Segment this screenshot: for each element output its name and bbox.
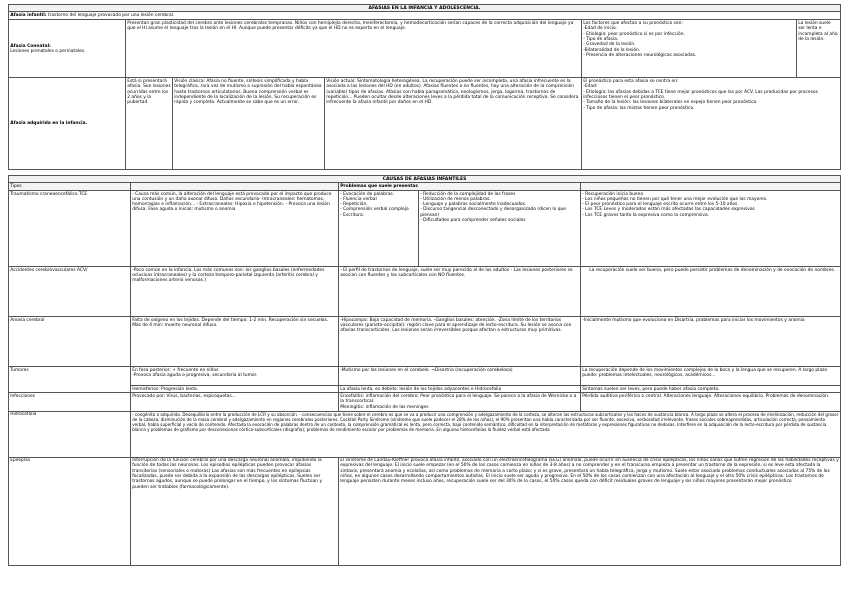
cause-type: Tumores (9, 366, 131, 392)
definition-row (9, 12, 841, 20)
cause-prognosis: -Inicialmente mutismo que evoluciona en Disartria, problemas para iniciar los movimientos y anomia (581, 316, 841, 366)
congenital-label-cell (9, 20, 126, 78)
list-item: - Los TCE Leves y moderados están más afectadas las capacidades expresivas (582, 207, 755, 213)
factor-item: - Presencia de alteraciones neurológicas asociadas. (583, 52, 697, 58)
cause-prognosis: Pérdida auditiva periférica o central. Alteraciones lenguaje. Alteraciones equilibrio. Problemas de denominación. (581, 393, 841, 411)
cause-prognosis: La recuperación depende de los movimientos complejos de la boca y la lengua que se recuperen. A largo plazo puede: problemas intelectuales, neurológicos, académicos... (581, 366, 841, 385)
prognosis-title: El pronóstico para esta afasia se centra en: (583, 79, 679, 85)
prognosis-item: - Tamaño de la lesión: las lesiones bilaterales en espejo tienen peor pronóstico. (583, 100, 758, 106)
congenital-label: Afasia Connatal: (10, 43, 51, 49)
factor-item: - Etiología: peor pronóstico si es por infección. (583, 31, 685, 37)
list-item: - Repetición. (340, 202, 368, 208)
congenital-text: Presentan gran plasticidad del cerebro ante lesiones cerebrales tempranas. Niños con hemiplejía derecha, meniferectomía, y hemodecorticación serían capaces de la correcta adquisición del lenguaje ya que el HI asume el lenguaje tras la lesión en el HI. Aunque puede presentar déficits ya que el HD no es experto en el lenguaje. (126, 20, 582, 78)
cause-type: Epilepsia (9, 457, 131, 565)
cause-description: Provocado por: Virus, bacterias, espiroquetas... (131, 393, 339, 411)
acquired-prognosis (582, 78, 841, 170)
list-item: - Evocación de palabras. (340, 191, 395, 197)
cause-problems-list (339, 190, 419, 266)
cause-type: Infecciones (9, 393, 131, 411)
cause-type: Anoxia cerebral (9, 316, 131, 366)
cause-type: Hidrocefalia (9, 411, 131, 457)
prognosis-item: -Edad: (583, 84, 598, 90)
list-item: - Los TCE graves tanto la expresiva como la comprensiva. (582, 212, 710, 218)
list-item: - Comprensión verbal compleja (340, 207, 409, 213)
list-item: - Los niños pequeños no tienen por qué tener una mejor evolución que los mayores. (582, 196, 768, 202)
cause-problems: El síndrome de Landau-Kleffner provoca afasia infantil, asociado con un electroencefalograma (EEG) anómalo, puede ocurrir en ausencia de crisis epilépticas, los niños sanos que sufren regresión de las habilidades receptivas y expresivas del lenguaje. El inicio suele empezar (en el 50% de los casos comienza en niños de 3-8 años) a no comprender y en el transcurso empieza a presentar un trastorno de la expresión, si es leve esta afectada la sintaxis, presentará anomia y ecolalias, así como problemas de memoria a corto plazo; y si es grave, presentará un habla telegráfica, jerga y mutismo. Suele estar asociado problemas conductuales asociados al 75% de los niños, en algunos casos desarrollando comportamientos autistas. El inicio suele ser agudo y progresivo. En el 50% de los casos comienzan con una afectación al lenguaje y el otro 50% crisis epilépticas. Los trastornos de lenguaje persisten durante meses incluso años, recuperación suele ser del 30% de lo casos, el 50% casos queda con déficit residuales graves de lenguaje y los niños mayores presentarán mejor pronóstico (339, 457, 841, 565)
list-item: - Utilización de menos palabras. (420, 196, 491, 202)
list-item: - Escritura. (340, 212, 365, 218)
list-item: - Recuperación inicia buena (582, 191, 644, 197)
cause-problems (339, 393, 581, 411)
congenital-factors (582, 20, 797, 78)
causes-title: CAUSAS DE AFASIAS INFANTILES (9, 176, 841, 183)
list-item: - Lenguaje y palabras socialmente inadecuados. (420, 202, 527, 208)
list-item: Meningitis: inflamación de las meninges (340, 404, 429, 410)
acquired-label: Afasia adquirida en la infancia. (9, 78, 126, 170)
acquired-col1: Está si presentará afasia. Son lesiones ocurridas entre los 2 años y la pubertad. (126, 78, 173, 170)
definition-label: Afasia infantil: (10, 13, 47, 19)
factor-item: -Bilateralidad de la lesión. (583, 47, 641, 53)
cause-problems: -Hipocampo: Baja capacidad de memoria. -Ganglios basales: atención. -Zona límite de los territorios vasculares (parieto-occipital): región clave para el aprendizaje de lecto-escritura. Su lesión se asocia con afasias transcorticales. Las lesiones serán irreversibles porque afectan a estructuras muy primitivas. (339, 316, 581, 366)
page-title: AFASIAS EN LA INFANCIA Y ADOLESCENCIA. (9, 5, 841, 12)
prognosis-item: - Tipo de afasia: las mixtas tienen peor pronóstico. (583, 105, 695, 111)
acquired-current-view: Visión actual: Sintomatología heterogénea. La recuperación puede ser incompleta, una afasia infrecuente es la asociada a las lesiones del HD (en adultos). Afasias fluentes o no fluentes, hay una alteración de la comprensión (variable) tipos de afasias. Afasias con habla paragramática, neologismos, jerga, logorrea, trastornos de repetición... Pueden ocultar desde alteraciones leves a la pérdida total de la comunicación receptiva. Se considera infrecuente la afasia infantil por daños en el HD. (325, 78, 582, 170)
congenital-sub: Lesiones prenatales o perinatales. (10, 48, 86, 54)
aphasia-overview-table (8, 4, 841, 170)
cause-prognosis: Síntomas suelen ser leves, pero puede haber afasia completa. (581, 385, 841, 392)
list-item: - Reducción de la complejidad de las frases (420, 191, 516, 197)
list-item: - El peor pronóstico para el lenguaje escrito ocurre entre los 5-10 años. (582, 202, 739, 208)
cause-description: Falta de oxígeno en los tejidos. Depende del tiempo: 1-2 min. Recuperación sin secuelas. Más de 4 min: muerte neuronal difusa. (131, 316, 339, 366)
cause-problems: -Mutismo por las lesiones en el cerebelo. →Disartria (recuperación cerebelosa) (339, 366, 581, 385)
list-item: Encefalitis: inflamación del cerebro; Peor pronóstico para el lenguaje. Se parece a la afasia de Wernicke o a la transcortical. (340, 394, 577, 405)
list-item: - Fluencia verbal (340, 196, 377, 202)
list-item: -Provoca afasia aguda o progresiva, secundaria al tumor. (132, 372, 258, 378)
factor-item: -Edad de inicio. (583, 26, 617, 32)
congenital-side-note: La lesión suele ser lenta e incompleta al año de la lesión. (797, 20, 841, 78)
cause-prognosis (581, 190, 841, 266)
cause-description: - Causa más común, la alteración del lenguaje está provocada por el impacto que produce una contusión y un daño axonal difuso. Daños secundario- Intracraneales: hematomas, hemorragias e inflamación... - Extracraneales: Hipoxia e hipotensión. - Provoca una lesión difusa. Fase aguda o inicial: mutismo o anomia (131, 190, 339, 266)
list-item: - Dificultades para comprender señales sociales (420, 218, 526, 224)
cause-description: Hemisferios: Progresión lenta. (131, 385, 339, 392)
cause-type: Traumatismo craneoencefálico TCE (9, 190, 131, 266)
cause-description (131, 366, 339, 385)
causes-table (8, 175, 841, 566)
congenital-factors-title: Los factores que afectan a su pronóstico son: (583, 21, 683, 27)
list-item: • La recuperación suele ser buena, pero puede persistir problemas de denominación y de evocación de nombres. (589, 268, 839, 273)
factor-item: - Gravedad de la lesión. (583, 42, 636, 48)
cause-description: Interrupción de la función cerebral por una descarga neuronal anómala, impidiendo la función de todas las neuronas. Los episodios epilépticos pueden provocar afasias transitorias (sensoriales o motoras) Las afasias son más frecuentes en epilepsias focalizadas, puede ser debida a la expansión de las descargas epilépticas. Suelen ser trastornos agudos, aunque se puede prolongar en el tiempo, y los síntomas fluctúan y pueden ser tratables (farmacológicamente). (131, 457, 339, 565)
list-item: - Discurso tangencial desconectado y desorganizado (dicen lo que piensan) (420, 207, 567, 218)
cause-description: -Poco común en la infancia. Los más comunes son: los ganglios basales (enfermedades oclusivas intracraneales) y la corteza temporo-parietal izquierda (arteritis cerebral y malformaciones arterio venosas.) (131, 266, 339, 316)
cause-problems: La afasia lenta, es debido: lesión de los tejidos adyacentes e Hidrocefalia (339, 385, 581, 392)
header-types: Tipos (9, 183, 131, 190)
cause-prognosis (581, 266, 841, 316)
list-item: En fosa posterior: + frecuente en niños (132, 367, 219, 373)
definition-text: trastorno del lenguaje provocado por una lesión cerebral. (46, 13, 175, 19)
cause-problems: - El perfil de trastornos de lenguaje, suele ser muy parecido al de los adultos - Las lesiones posteriores se asocian con fluentes y las subcorticales con NO fluentes. (339, 266, 581, 316)
cause-problems-list-2 (419, 190, 581, 266)
cause-type: Accidentes cerebrovasculares ACV/ (9, 266, 131, 316)
header-problems: Problemas que suele presentar. (339, 183, 581, 190)
cause-description-wide: - congénita o adquirida. Desequilibrio entre la producción de LCR y su absorción. - consecuencias que tiene sobre el cerebro es que se va a producir una comprensión y adelgazamiento de la corteza, se alteran las estructuras subcorticales y los haces de sustancia blanca. A largo plazo se altera el proceso de mielinización, reducción del grosor de la cabeza, disminución de la masa cerebral y adelgazamiento en regiones cerebrales posteriores. Cocktail Party Síndrome (síndrome que suele padecer el 28% de los niños), el 90% presentan una habla caracterizada por ser fluente, excesiva, verbosidad irrelevante, frases sociales sobreaprendidas, articulación correcta, pensamiento verbal, habla superficial y vacía de contenido. Afectada la evocación de palabras dentro de un contexto, la comprensión gramatical es lenta, pero correcta, bajo contenido semántico, dificultad en la interpretación de metáforas y expresiones figurativas no dedosas. Interfiere en la adquisición de la lecto-escritura por pérdida de sustancia blanca y problemas de grafismo por desconexiones córtico-subcorticales (disgrafía); problemas de rendimiento escolar por problemas de memoria. En algunas hidrocefalias la fluidez verbal está afectada (131, 411, 841, 457)
prognosis-item: - Etiología: las afasias debidas a TCE tiene mejor pronósticos que las por ACV. Las producidas por procesos infecciosos tienen el peor pronóstico. (583, 89, 818, 100)
acquired-classic-view: Visión clásica: Afasia no fluente, síntesis simplificada y habla telegráfica, rara vez de mutismo o supresión del habla espontánea hasta trastornos articulatorios. Buena comprensión verbal es independiente de la localización de la lesión. Su recuperación es rápida y completa. Actualmente se sabe que es un error. (173, 78, 325, 170)
factor-item: - Tipo de afasia. (583, 36, 619, 42)
